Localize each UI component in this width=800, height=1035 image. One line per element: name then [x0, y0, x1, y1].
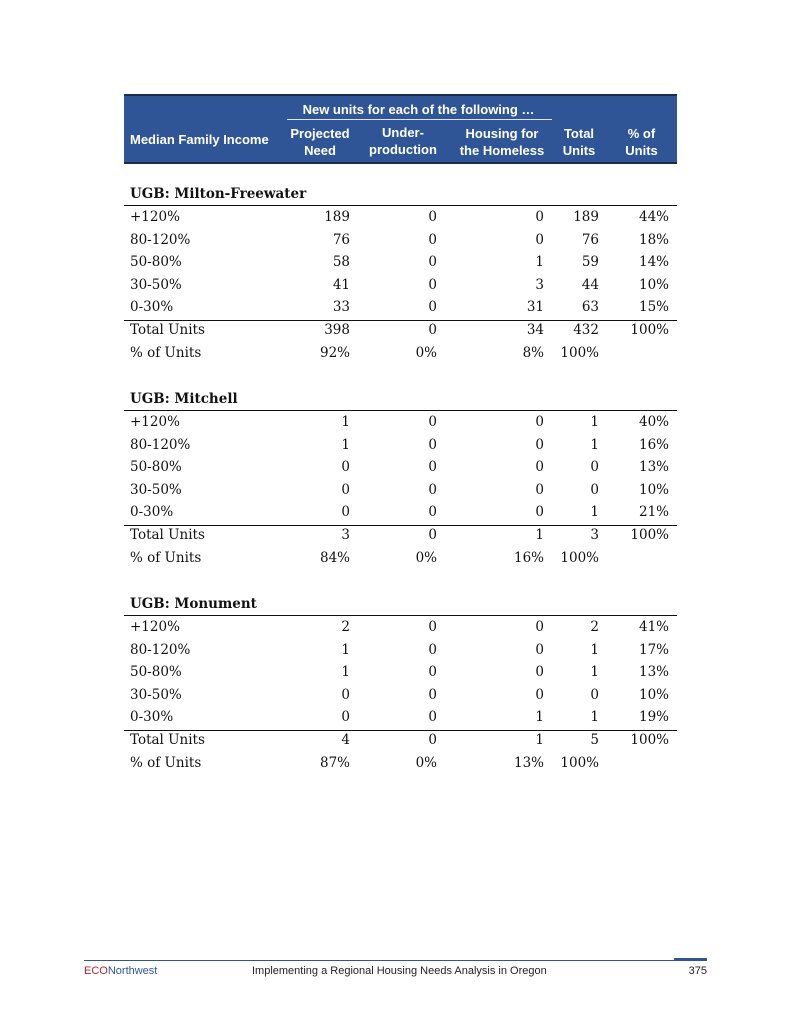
table-row: [124, 437, 677, 459]
table-row: [124, 642, 677, 664]
total-rule: [124, 730, 677, 731]
cell-proj: 76: [332, 231, 350, 248]
total-rule: [124, 320, 677, 321]
cell-proj: 58: [332, 254, 350, 270]
cell-under: 0: [428, 504, 437, 520]
cell-under: 0: [428, 299, 437, 315]
cell-label: +120%: [130, 619, 180, 635]
page-number: 375: [688, 965, 707, 977]
cell-total: 59: [581, 254, 599, 270]
header-total-line1: Total: [563, 126, 595, 141]
cell-label: +120%: [130, 209, 180, 225]
cell-home: 8%: [522, 345, 544, 361]
header-under-line1: Under-: [382, 125, 424, 140]
header-under-line2: production: [369, 142, 437, 157]
cell-label: % of Units: [130, 550, 202, 566]
cell-home: 0: [535, 504, 544, 520]
cell-home: 0: [535, 664, 544, 680]
cell-under: 0: [428, 459, 437, 475]
cell-under: 0%: [415, 550, 437, 566]
cell-total: 1: [590, 641, 599, 658]
cell-label: 0-30%: [130, 299, 174, 315]
cell-pct: 18%: [638, 231, 669, 248]
cell-pct: 100%: [630, 527, 669, 543]
cell-under: 0%: [415, 345, 437, 361]
table-row: [124, 459, 677, 481]
table-row: [124, 709, 677, 731]
cell-under: 0: [428, 641, 437, 658]
cell-home: 0: [535, 686, 544, 703]
cell-label: 50-80%: [130, 254, 182, 270]
cell-total: 1: [590, 436, 599, 453]
cell-under: 0: [428, 436, 437, 453]
cell-under: 0: [428, 709, 437, 725]
footer-brand-eco: ECO: [84, 965, 108, 977]
cell-under: 0: [428, 481, 437, 498]
cell-label: 50-80%: [130, 664, 182, 680]
cell-total: 44: [581, 276, 599, 293]
header-percent-units: [606, 125, 677, 159]
cell-under: 0: [428, 527, 437, 543]
cell-total: 2: [590, 619, 599, 635]
cell-total: 1: [590, 664, 599, 680]
table-row: [124, 209, 677, 231]
cell-proj: 84%: [319, 550, 350, 566]
share-row: [124, 550, 677, 572]
table-row: [124, 482, 677, 504]
cell-proj: 4: [341, 732, 350, 748]
cell-home: 1: [535, 709, 544, 725]
cell-under: 0: [428, 231, 437, 248]
cell-proj: 1: [341, 664, 350, 680]
table-row: [124, 277, 677, 299]
cell-pct: 15%: [638, 299, 669, 315]
header-underproduction: [355, 124, 451, 158]
cell-proj: 398: [324, 322, 350, 338]
share-row: [124, 345, 677, 367]
table-row: [124, 664, 677, 686]
cell-pct: 41%: [638, 619, 669, 635]
table-row: [124, 414, 677, 436]
total-row: [124, 322, 677, 344]
cell-total: 100%: [560, 755, 599, 771]
cell-label: 80-120%: [130, 641, 191, 658]
cell-total: 0: [590, 459, 599, 475]
cell-label: 0-30%: [130, 709, 174, 725]
cell-home: 1: [535, 254, 544, 270]
cell-total: 1: [590, 709, 599, 725]
cell-under: 0: [428, 276, 437, 293]
share-row: [124, 755, 677, 777]
table-row: [124, 687, 677, 709]
cell-home: 16%: [513, 550, 544, 566]
section-rule: [124, 615, 677, 616]
section-rule: [124, 410, 677, 411]
cell-proj: 0: [341, 686, 350, 703]
cell-pct: 17%: [638, 641, 669, 658]
cell-label: % of Units: [130, 755, 202, 771]
cell-home: 0: [535, 459, 544, 475]
header-pct-line1: % of: [627, 126, 656, 141]
section-title: UGB: Mitchell: [130, 391, 238, 407]
cell-total: 3: [590, 527, 599, 543]
cell-proj: 2: [341, 619, 350, 635]
cell-total: 5: [590, 732, 599, 748]
cell-proj: 0: [341, 459, 350, 475]
header-total-line2: Units: [562, 143, 596, 158]
cell-under: 0: [428, 414, 437, 430]
cell-proj: 1: [341, 436, 350, 453]
cell-total: 1: [590, 504, 599, 520]
cell-under: 0: [428, 322, 437, 338]
total-row: [124, 527, 677, 549]
cell-label: Total Units: [130, 527, 205, 543]
cell-pct: 100%: [630, 322, 669, 338]
cell-pct: 100%: [630, 732, 669, 748]
cell-home: 0: [535, 641, 544, 658]
cell-home: 3: [535, 276, 544, 293]
header-projected-line2: Need: [304, 143, 336, 158]
footer-brand: [84, 965, 157, 977]
cell-proj: 87%: [319, 755, 350, 771]
table-row: [124, 299, 677, 321]
cell-label: 30-50%: [130, 276, 182, 293]
section-title: UGB: Monument: [130, 596, 257, 612]
table-header: [124, 94, 677, 164]
cell-proj: 33: [332, 299, 350, 315]
cell-total: 63: [581, 299, 599, 315]
cell-home: 0: [535, 414, 544, 430]
total-row: [124, 732, 677, 754]
cell-under: 0%: [415, 755, 437, 771]
header-projected-line1: Projected: [290, 126, 350, 141]
cell-proj: 1: [341, 641, 350, 658]
cell-home: 0: [535, 481, 544, 498]
cell-home: 31: [526, 299, 544, 315]
cell-total: 100%: [560, 550, 599, 566]
cell-home: 1: [535, 732, 544, 748]
cell-total: 432: [573, 322, 599, 338]
cell-pct: 10%: [638, 276, 669, 293]
cell-pct: 13%: [638, 664, 669, 680]
cell-total: 1: [590, 414, 599, 430]
group-header-label: New units for each of the following …: [302, 102, 535, 117]
cell-home: 0: [535, 436, 544, 453]
cell-home: 0: [535, 231, 544, 248]
header-total-units: [553, 125, 605, 159]
cell-pct: 14%: [638, 254, 669, 270]
cell-pct: 40%: [638, 414, 669, 430]
cell-home: 13%: [513, 755, 544, 771]
cell-proj: 41: [332, 276, 350, 293]
table-row: [124, 619, 677, 641]
cell-home: 1: [535, 527, 544, 543]
section-rule: [124, 205, 677, 206]
cell-pct: 13%: [638, 459, 669, 475]
cell-label: 30-50%: [130, 481, 182, 498]
header-median-family-income: Median Family Income: [130, 132, 269, 147]
header-homeless-line1: Housing for: [465, 126, 539, 141]
table-row: [124, 254, 677, 276]
cell-pct: 21%: [638, 504, 669, 520]
header-projected-need: [287, 125, 353, 159]
cell-label: +120%: [130, 414, 180, 430]
cell-proj: 1: [341, 414, 350, 430]
footer-title: Implementing a Regional Housing Needs Analysis in Oregon: [252, 965, 547, 977]
cell-pct: 10%: [638, 686, 669, 703]
cell-total: 100%: [560, 345, 599, 361]
header-housing-homeless: [452, 125, 552, 159]
cell-label: 0-30%: [130, 504, 174, 520]
cell-pct: 16%: [638, 436, 669, 453]
cell-under: 0: [428, 686, 437, 703]
cell-label: 30-50%: [130, 686, 182, 703]
cell-label: % of Units: [130, 345, 202, 361]
cell-under: 0: [428, 209, 437, 225]
cell-label: Total Units: [130, 322, 205, 338]
footer-rule-accent: [674, 958, 707, 960]
cell-pct: 10%: [638, 481, 669, 498]
cell-total: 0: [590, 686, 599, 703]
cell-label: Total Units: [130, 732, 205, 748]
cell-label: 80-120%: [130, 436, 191, 453]
cell-proj: 3: [341, 527, 350, 543]
cell-label: 80-120%: [130, 231, 191, 248]
footer-brand-rest: Northwest: [107, 965, 158, 977]
cell-home: 0: [535, 209, 544, 225]
group-header-rule: [287, 119, 552, 120]
cell-under: 0: [428, 254, 437, 270]
footer-rule: [84, 960, 707, 961]
page-footer: [84, 960, 707, 980]
cell-label: 50-80%: [130, 459, 182, 475]
cell-pct: 44%: [638, 209, 669, 225]
cell-proj: 189: [324, 209, 350, 225]
header-pct-line2: Units: [625, 143, 658, 158]
cell-proj: 0: [341, 709, 350, 725]
cell-under: 0: [428, 664, 437, 680]
table-row: [124, 232, 677, 254]
total-rule: [124, 525, 677, 526]
cell-proj: 0: [341, 504, 350, 520]
cell-total: 189: [573, 209, 599, 225]
cell-total: 76: [581, 231, 599, 248]
cell-home: 34: [526, 322, 544, 338]
cell-pct: 19%: [638, 709, 669, 725]
cell-proj: 0: [341, 481, 350, 498]
cell-proj: 92%: [319, 345, 350, 361]
cell-home: 0: [535, 619, 544, 635]
housing-needs-table: [124, 94, 677, 771]
section-title: UGB: Milton-Freewater: [130, 186, 307, 202]
cell-total: 0: [590, 481, 599, 498]
cell-under: 0: [428, 732, 437, 748]
table-row: [124, 504, 677, 526]
header-homeless-line2: the Homeless: [459, 143, 545, 158]
cell-under: 0: [428, 619, 437, 635]
